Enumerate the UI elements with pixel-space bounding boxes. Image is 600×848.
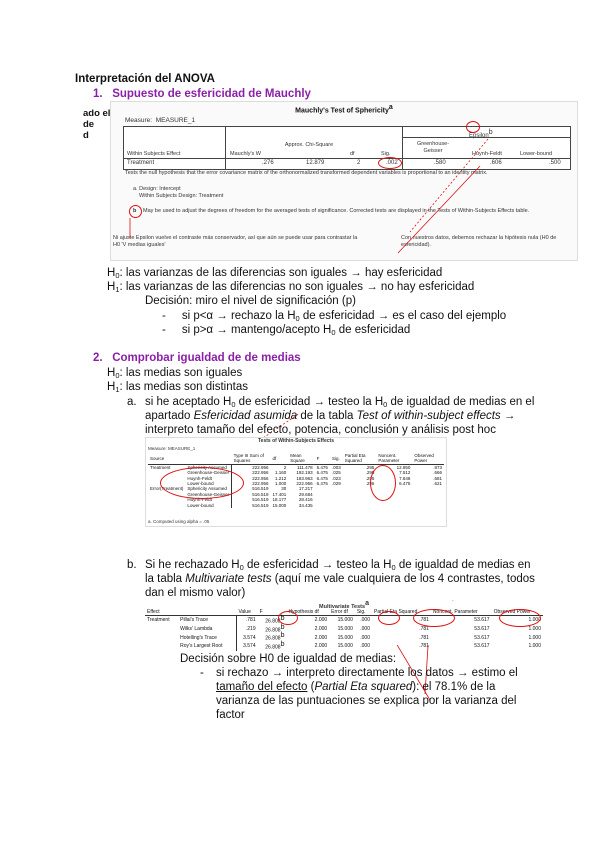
table-cell: .029 — [331, 481, 341, 487]
item-a-marker: a. — [127, 396, 137, 408]
table-cell: 26.808$^b$ — [265, 632, 285, 642]
item-b-line3: dan el mismo valor) — [145, 587, 246, 599]
table-cell: 7.512 — [399, 470, 411, 476]
sphericity-circle — [160, 467, 244, 499]
table-header-cell: Observed Power — [492, 609, 543, 616]
table-cell: .025 — [331, 470, 341, 476]
s2-h0: $H_0$: las medias son iguales — [107, 367, 243, 380]
section1-title-text: Supuesto de esfericidad de Mauchly — [112, 88, 311, 100]
table-row — [148, 503, 444, 508]
table-cell: 1.000 — [528, 625, 541, 632]
mauchly-note-b: May be used to adjust the degrees of freedom for the averaged tests of significance. Corrected tests are displayed in the Tests of Within-Subjects Effects table. — [143, 208, 530, 214]
table-row — [145, 616, 543, 625]
table-cell: 2.000 — [314, 617, 328, 624]
table-cell — [343, 503, 377, 508]
mh-df: df — [350, 151, 355, 157]
table-cell: .781 — [419, 625, 429, 632]
section2-title — [93, 351, 301, 366]
table-cell: 53.617 — [474, 643, 490, 650]
table-cell: Treatment — [147, 617, 170, 624]
table-cell: 516.519 — [232, 497, 271, 502]
table-cell: 15.000 — [337, 625, 353, 632]
multivariate-screenshot — [145, 600, 543, 651]
table-cell — [376, 503, 412, 508]
table-cell: 6.475 — [316, 470, 328, 476]
table-cell: Huynh-Feldt — [187, 497, 212, 503]
s1-bullet-2: - si p>α → mantengo/acepto $H_0$ de esfericidad — [162, 324, 411, 337]
table-cell: .781 — [419, 643, 429, 650]
f-circle — [278, 611, 298, 625]
table-header-cell: Sig. — [330, 453, 343, 464]
s2-h1: $H_1$: las medias son distintas — [107, 381, 248, 394]
multi-sig-circle — [378, 611, 400, 625]
table-header-cell: Value — [236, 609, 257, 616]
table-cell: .023 — [331, 475, 341, 481]
table-header-cell: df — [270, 453, 288, 464]
table-cell: .621 — [433, 481, 442, 487]
table-row — [145, 625, 543, 634]
side-fragment-2: de — [83, 119, 95, 130]
table-cell: 26.808$^b$ — [265, 640, 285, 651]
item-a-line1: si he aceptado $H_0$ de esfericidad → testeo la $H_0$ de igualdad de medias en el — [145, 396, 535, 409]
table-header-cell: Noncent. Parameter — [376, 453, 412, 464]
table-header-cell: Sig. — [355, 609, 372, 616]
mh-w: Mauchly's W — [230, 151, 261, 157]
within-measure: Measure: MEASURE_1 — [148, 446, 196, 451]
s2-decision-l2: tamaño del efecto (Partial Eta squared): el 78.1% de la — [216, 681, 496, 693]
table-cell — [148, 503, 185, 508]
table-cell: 111.478 — [297, 464, 313, 470]
table-cell: 28.416 — [298, 497, 313, 503]
mh-gg: Greenhouse-Geisser — [416, 141, 450, 154]
s2-decision-l4: factor — [216, 709, 245, 721]
mr-gg: .580 — [434, 160, 446, 166]
table-cell: 516.519 — [232, 503, 271, 508]
mh-hf: Huynh-Feldt — [472, 151, 502, 157]
table-cell: 6.475 — [316, 475, 328, 481]
table-cell: Sphericity Assumed — [187, 464, 227, 470]
item-b-marker: b. — [127, 559, 137, 571]
mauchly-title: Mauchly's Test of Sphericity$^a$ — [295, 104, 393, 115]
table-cell: .219 — [236, 625, 257, 634]
table-header-cell: F — [258, 609, 287, 616]
table-row — [145, 642, 543, 651]
table-cell: 53.617 — [474, 634, 490, 641]
s1-h1: $H_1$: las varianzas de las diferencias no son iguales → no hay esfericidad — [107, 281, 475, 294]
table-cell: Pillai's Trace — [180, 617, 209, 624]
table-cell: .681 — [433, 475, 442, 481]
item-a-line3: interpreto tamaño del efecto, potencia, conclusión y análisis post hoc — [145, 424, 496, 436]
mr-lb: .500 — [549, 160, 561, 166]
table-cell: 17.401 — [272, 491, 287, 497]
multivariate-table — [145, 609, 543, 651]
mr-df: 2 — [357, 160, 361, 166]
table-cell: .295 — [365, 464, 375, 470]
section2-number: 2. — [93, 352, 103, 364]
table-cell: .873 — [433, 464, 442, 470]
table-cell: 26.808$^b$ — [265, 615, 285, 625]
table-cell: 53.617 — [474, 625, 490, 632]
table-cell: .000 — [360, 634, 370, 641]
mr-sig: .002 — [386, 160, 398, 166]
mauchly-note-a2: Within Subjects Design: Treatment — [139, 193, 224, 199]
multi-title: Multivariate Tests$^a$ — [319, 600, 369, 610]
annotation-right: Con nuestros datos, debemos rechazar la hipótesis nula (H0 de esfericidad). — [401, 235, 557, 248]
mh-lb: Lower-bound — [520, 151, 553, 157]
mr-chi: 12.879 — [306, 160, 325, 166]
table-cell — [412, 503, 444, 508]
table-cell: 7.848 — [399, 475, 411, 481]
table-cell: Treatment — [150, 464, 171, 470]
table-cell: Lower-bound — [187, 481, 214, 487]
section2-title-text: Comprobar igualdad de de medias — [112, 352, 301, 364]
table-cell — [145, 633, 178, 642]
within-footnote: a. Computed using alpha = .05 — [148, 519, 210, 524]
side-fragment-1: ado el — [83, 108, 111, 119]
mh-sig: Sig. — [381, 151, 391, 157]
table-cell: 3.574 — [236, 633, 257, 642]
table-cell: 222.956 — [232, 470, 271, 475]
table-cell: 1.000 — [274, 481, 287, 487]
item-b-line1: Si he rechazado $H_0$ de esfericidad → testeo la $H_0$ de igualdad de medias en — [145, 559, 531, 572]
mh-chi: Approx. Chi-Square — [284, 142, 334, 148]
table-cell: .000 — [360, 625, 370, 632]
table-cell: .295 — [365, 470, 375, 476]
table-header-cell: Effect — [145, 609, 178, 616]
table-cell: 15.000 — [337, 617, 353, 624]
mauchly-note: Tests the null hypothesis that the error covariance matrix of the orthonormalized transformed dependent variables is proportional to an identity matrix. — [125, 170, 488, 176]
table-cell: 2.000 — [314, 625, 328, 632]
table-cell: .295 — [365, 475, 375, 481]
table-cell: 53.617 — [474, 617, 490, 624]
table-cell: 2.000 — [314, 643, 328, 650]
table-cell: 1.000 — [528, 643, 541, 650]
s1-bullet-1: - si p<α → rechazo la $H_0$ de esfericidad → es el caso del ejemplo — [162, 310, 507, 323]
table-cell: 30 — [281, 486, 287, 492]
table-row — [145, 633, 543, 642]
table-cell: 6.475 — [316, 481, 328, 487]
table-cell: 222.956 — [232, 476, 271, 481]
table-cell — [145, 642, 178, 651]
table-cell: 18.177 — [272, 497, 287, 503]
annotation-left: Ni ajuste Epsilon vuelve el contraste más conservador, así que aún se puede usar para contrastar la H0 'V medias iguales' — [113, 235, 358, 248]
item-b-line2: la tabla Multivariate tests (aquí me vale cualquiera de los 4 contrastes, todos — [145, 573, 535, 585]
table-cell: Roy's Largest Root — [180, 643, 223, 650]
table-cell: 6.475 — [399, 481, 411, 487]
section1-number: 1. — [93, 88, 103, 100]
table-cell: 222.956 — [232, 481, 271, 486]
table-cell: 3.574 — [236, 642, 257, 651]
table-cell: 17.217 — [298, 486, 313, 492]
table-cell: Error(Treatment) — [150, 486, 184, 492]
table-cell — [315, 503, 330, 508]
table-cell: 26.808$^b$ — [265, 623, 285, 634]
table-header-cell: Type III Sum of Squares — [232, 453, 271, 464]
within-subjects-screenshot — [145, 437, 447, 527]
mr-hf: .606 — [490, 160, 502, 166]
table-cell: 1.000 — [528, 634, 541, 641]
table-header-cell: F — [315, 453, 330, 464]
side-fragment-3: d — [83, 130, 89, 141]
table-cell: 222.956 — [296, 481, 313, 487]
table-cell: .000 — [360, 617, 370, 624]
table-cell: .781 — [419, 617, 429, 624]
mr-effect: Treatment — [127, 160, 155, 166]
s2-decision-dash: - — [200, 667, 204, 679]
table-header-cell: Partial Eta Squared — [343, 453, 377, 464]
table-cell: Greenhouse-Geisser — [187, 470, 230, 476]
s2-decision-l1: si rechazo → interpreto directamente los datos → estimo el — [216, 667, 518, 679]
s1-h0: $H_0$: las varianzas de las diferencias son iguales → hay esfericidad — [107, 267, 443, 280]
table-header-cell: Hypothesis df — [286, 609, 329, 616]
table-cell: 516.519 — [232, 486, 271, 491]
mauchly-note-a1: a. Design: Intercept — [133, 186, 181, 192]
table-cell: 2 — [283, 464, 287, 470]
table-cell: .003 — [331, 464, 341, 470]
epsilon-header: Epsilon$^b$ — [469, 129, 493, 139]
table-cell: 222.956 — [232, 464, 271, 470]
table-header-cell — [185, 453, 231, 464]
mh-effect: Within Subjects Effect — [127, 151, 181, 157]
table-cell: .666 — [433, 470, 442, 476]
table-header-cell: Observed Power — [412, 453, 444, 464]
table-cell: .781 — [419, 634, 429, 641]
table-cell: 2.000 — [314, 634, 328, 641]
table-cell: .781 — [236, 616, 257, 625]
table-cell: Lower-bound — [187, 502, 214, 508]
mr-w: .276 — [262, 160, 274, 166]
within-sig-circle — [370, 465, 396, 501]
s2-decision-title: Decisión sobre H0 de igualdad de medias: — [180, 653, 397, 665]
power-circle — [499, 609, 541, 627]
table-cell: Sphericity Assumed — [187, 486, 227, 492]
note-b-mark: b — [133, 208, 137, 214]
table-cell: 1.212 — [274, 475, 287, 481]
table-cell: Wilks' Lambda — [180, 625, 213, 632]
table-cell: 12.950 — [396, 464, 411, 470]
table-header-cell: Mean Square — [288, 453, 314, 464]
table-cell: 1.160 — [274, 470, 287, 476]
s2-decision-l3: varianza de las puntuaciones se explica por la varianza del — [216, 695, 517, 707]
item-a-line2: apartado Esfericidad asumida de la tabla Test of within-subject effects → — [145, 410, 516, 422]
table-header-cell: Noncent. Parameter — [431, 609, 492, 616]
table-header-cell: Error df — [329, 609, 355, 616]
table-cell: .000 — [360, 643, 370, 650]
table-cell: 29.684 — [298, 491, 313, 497]
within-title: Tests of Within-Subjects Effects — [258, 438, 334, 444]
table-cell — [330, 503, 343, 508]
table-cell: 183.963 — [296, 475, 313, 481]
mauchly-measure: Measure: MEASURE_1 — [125, 117, 196, 124]
table-cell: Hotelling's Trace — [180, 634, 217, 641]
table-header-row — [148, 453, 444, 464]
table-cell — [145, 625, 178, 634]
table-header-cell: Partial Eta Squared — [372, 609, 431, 616]
table-cell: 516.519 — [232, 492, 271, 497]
document-heading: Interpretación del ANOVA — [75, 73, 215, 85]
table-cell: Greenhouse-Geisser — [187, 491, 230, 497]
table-cell: 15.000 — [272, 502, 287, 508]
table-cell: 15.000 — [337, 634, 353, 641]
table-cell: 6.475 — [316, 464, 328, 470]
table-cell: 15.000 — [337, 643, 353, 650]
s1-decision: Decisión: miro el nivel de significación (p) — [145, 295, 356, 307]
table-cell: 1.000 — [528, 617, 541, 624]
table-cell: .295 — [365, 481, 375, 487]
table-cell: Huynh-Feldt — [187, 475, 212, 481]
table-cell: 192.193 — [296, 470, 313, 476]
table-header-cell: Source — [148, 453, 185, 464]
eta-circle — [413, 609, 455, 627]
table-cell: 34.435 — [298, 502, 313, 508]
